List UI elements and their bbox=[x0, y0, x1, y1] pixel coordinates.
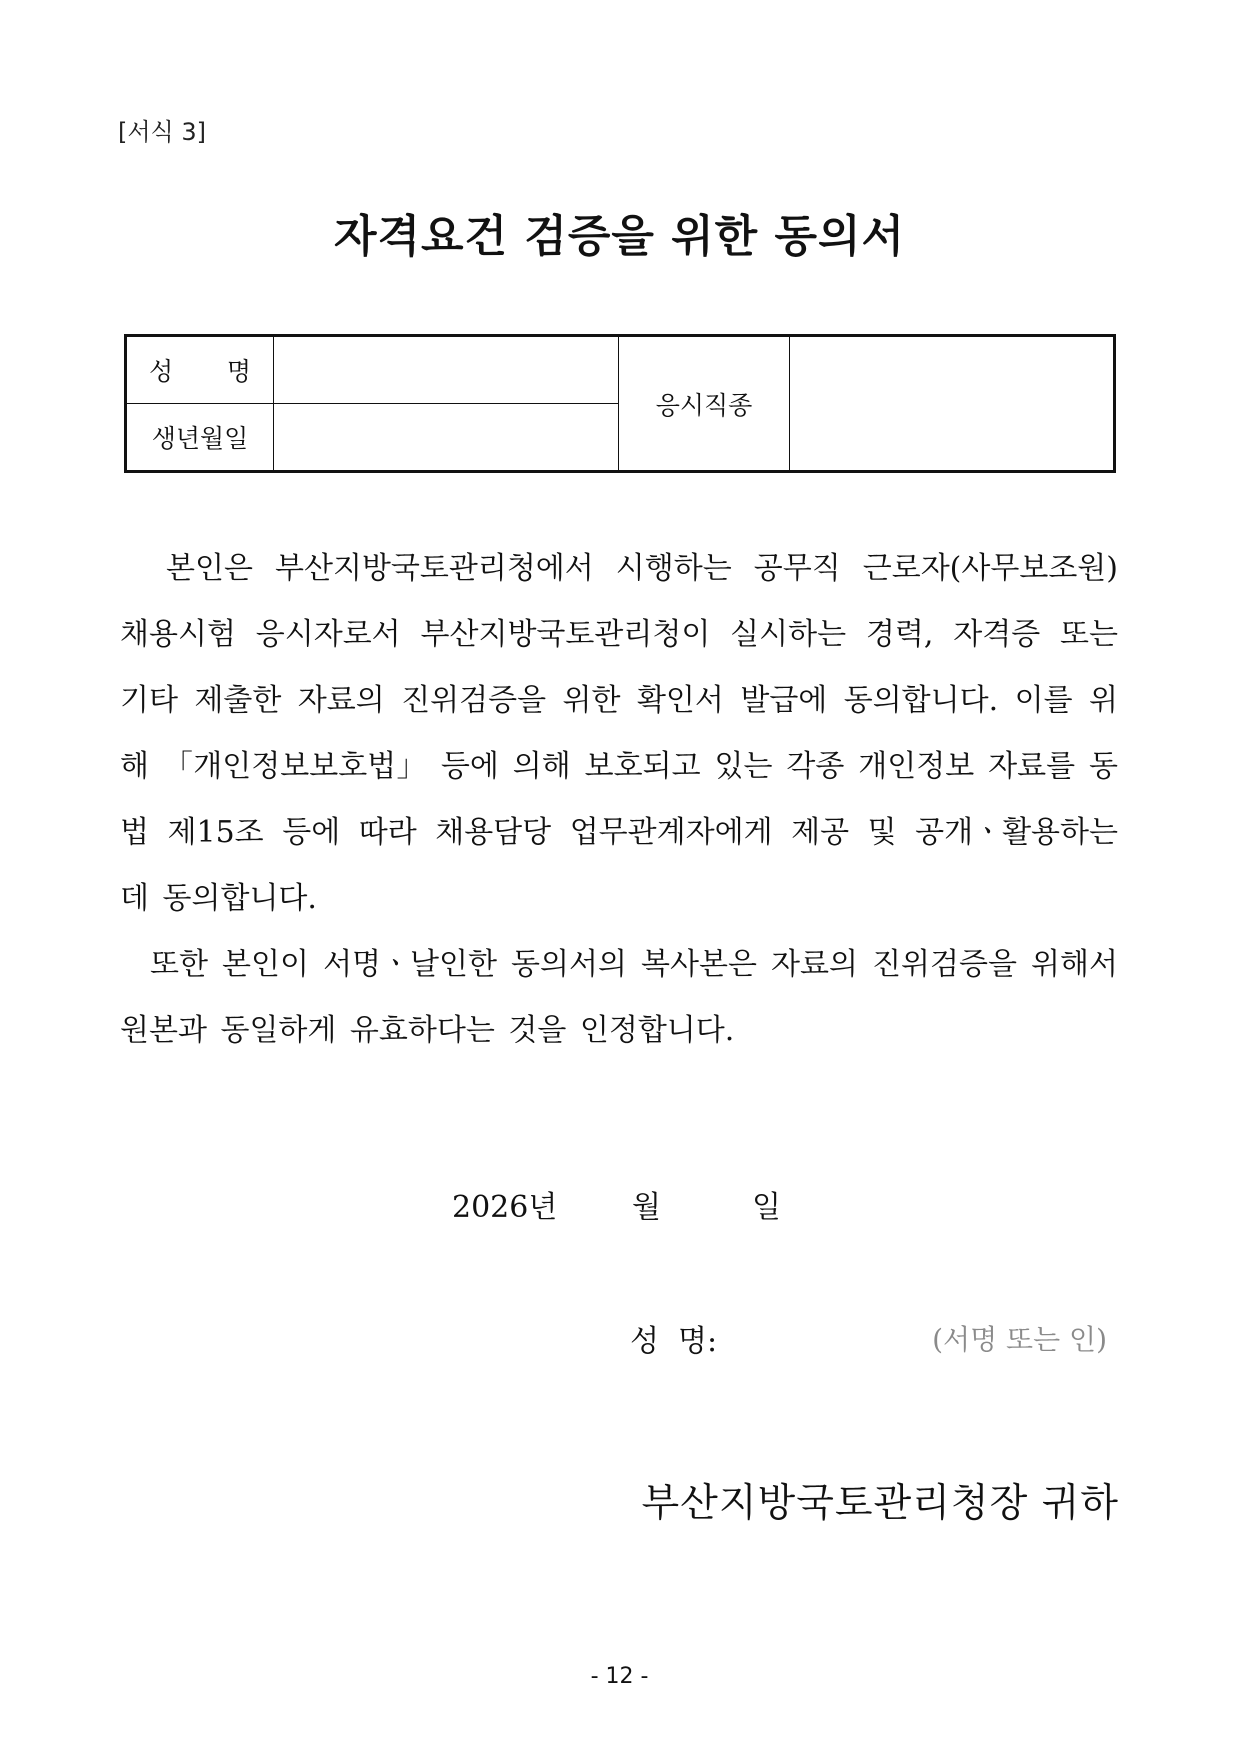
date-year: 2026년 bbox=[452, 1190, 558, 1225]
recipient: 부산지방국토관리청장 귀하 bbox=[641, 1481, 1119, 1526]
name-field[interactable] bbox=[274, 336, 619, 404]
consent-paragraph-1: 본인은 부산지방국토관리청에서 시행하는 공무직 근로자(사무보조원) 채용시험 응시자로서 부산지방국토관리청이 실시하는 경력, 자격증 또는 기타 제출한 자료의 진위검증을 위한 확인서 발급에 동의합니다. 이를 위해 「개인정보보호법」 등에 의해 보호되고 있는 각종 개인정보 자료를 동법 제15조 등에 따라 채용담당 업무관계자에게 제공 및 공개ㆍ활용하는 데 동의합니다. bbox=[120, 551, 1118, 916]
name-label: 성 명 bbox=[126, 336, 274, 404]
form-label: [서식 3] bbox=[118, 118, 206, 146]
signature-hint: (서명 또는 인) bbox=[932, 1323, 1107, 1356]
birth-date-field[interactable] bbox=[274, 404, 619, 472]
date-month: 월 bbox=[632, 1190, 661, 1225]
page-number: - 12 - bbox=[590, 1664, 649, 1689]
applicant-info-table bbox=[124, 334, 1116, 473]
consent-body bbox=[120, 536, 1118, 1064]
job-type-label: 응시직종 bbox=[619, 336, 790, 472]
date-line bbox=[452, 1182, 781, 1226]
page-title: 자격요건 검증을 위한 동의서 bbox=[333, 211, 905, 262]
signature-label: 성 명: bbox=[630, 1324, 718, 1359]
birth-date-label: 생년월일 bbox=[126, 404, 274, 472]
consent-paragraph-2: 또한 본인이 서명ㆍ날인한 동의서의 복사본은 자료의 진위검증을 위해서 원본과 동일하게 유효하다는 것을 인정합니다. bbox=[120, 947, 1118, 1048]
date-day: 일 bbox=[752, 1190, 781, 1225]
job-type-field[interactable] bbox=[790, 336, 1115, 472]
